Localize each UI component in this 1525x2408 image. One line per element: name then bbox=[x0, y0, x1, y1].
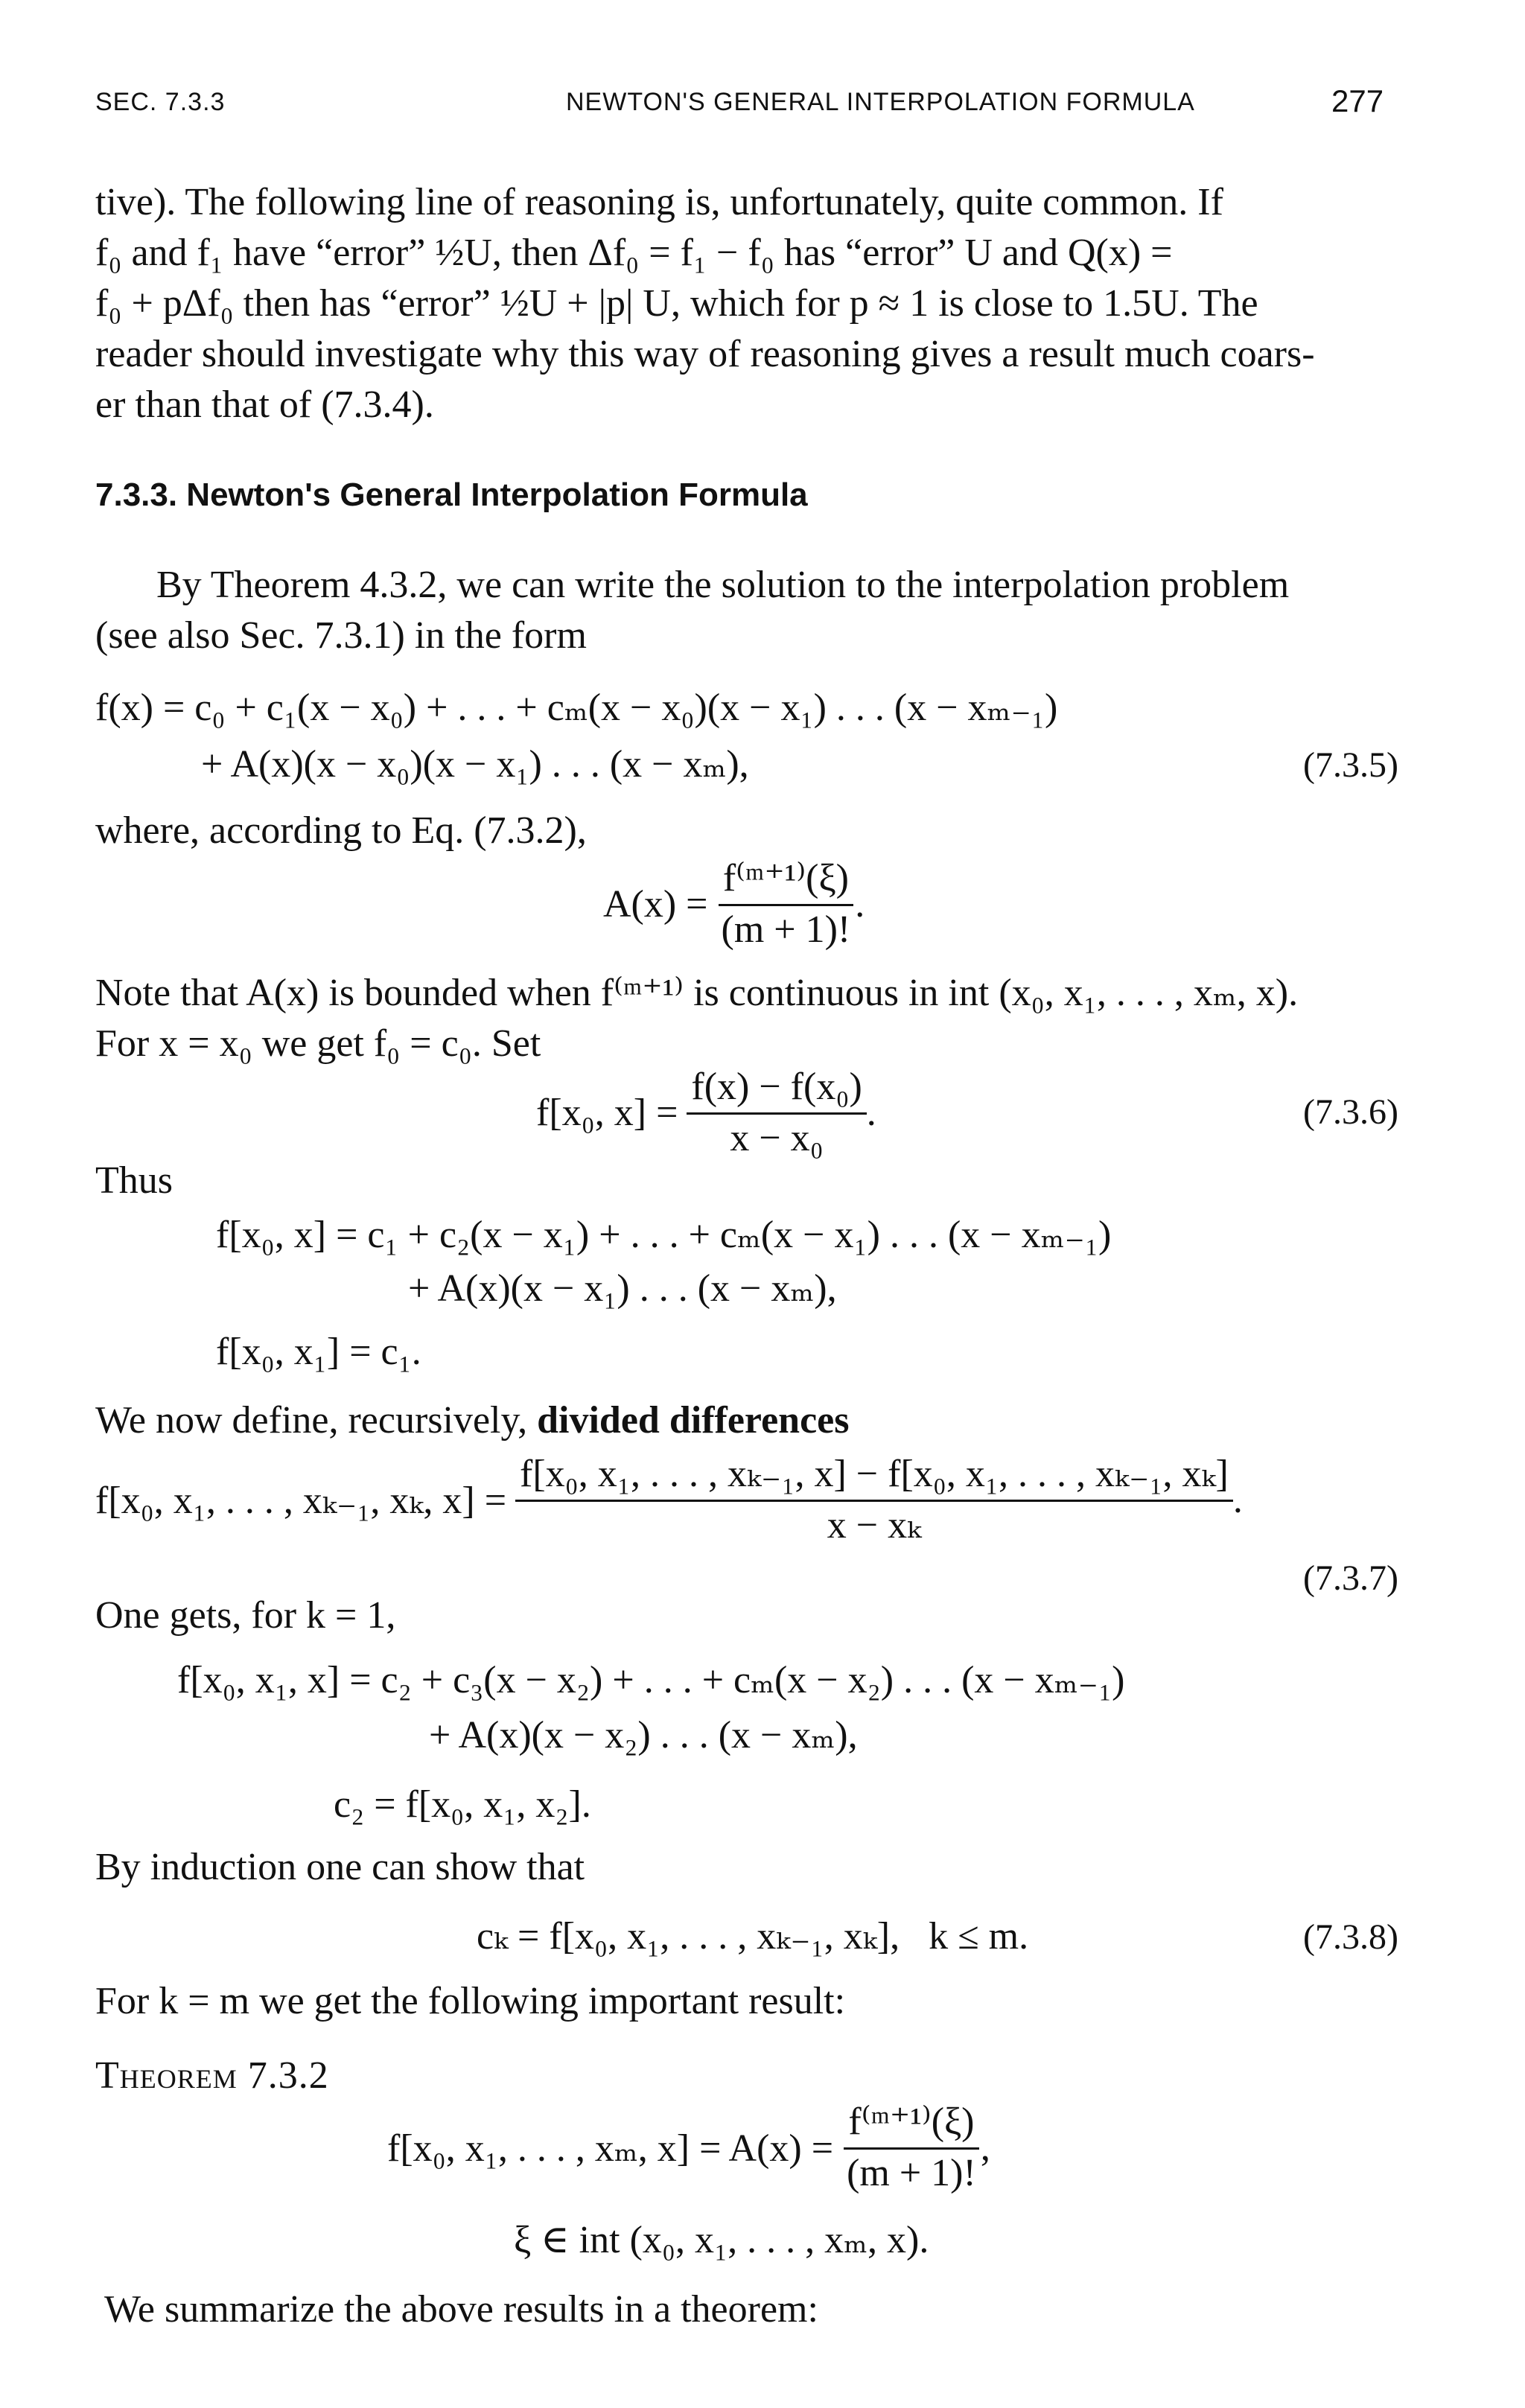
eq-7-3-5-line1: f(x) = c₀ + c₁(x − x₀) + . . . + cₘ(x − x₀)(x − x₁) . . . (x − xₘ₋₁) bbox=[95, 687, 1058, 729]
where-text: where, according to Eq. (7.3.2), bbox=[95, 809, 587, 852]
eq-A-fraction bbox=[717, 856, 856, 952]
running-header-section: SEC. 7.3.3 bbox=[95, 88, 226, 116]
eq-7-3-6 bbox=[536, 1065, 876, 1161]
eq-7-3-6-label: (7.3.6) bbox=[1303, 1092, 1398, 1132]
eq-7-3-6-fraction bbox=[687, 1065, 866, 1161]
eq-k1-line2: + A(x)(x − x₂) . . . (x − xₘ), bbox=[429, 1714, 858, 1756]
eq-theorem-line2: ξ ∈ int (x₀, x₁, . . . , xₘ, x). bbox=[514, 2219, 929, 2261]
define-prefix: We now define, recursively, bbox=[95, 1399, 538, 1442]
define-bold-term: divided differences bbox=[537, 1399, 850, 1442]
theorem-label: Theorem 7.3.2 bbox=[95, 2054, 329, 2097]
para2-line2: (see also Sec. 7.3.1) in the form bbox=[95, 614, 587, 657]
eq-theorem-numerator: f⁽ᵐ⁺¹⁾(ξ) bbox=[844, 2100, 978, 2150]
eq-A-denominator: (m + 1)! bbox=[721, 908, 851, 951]
eq-7-3-5-label: (7.3.5) bbox=[1303, 745, 1398, 785]
summary-text: We summarize the above results in a theorem: bbox=[104, 2288, 818, 2331]
eq-7-3-6-end: . bbox=[866, 1092, 876, 1134]
para1-line5: er than that of (7.3.4). bbox=[95, 383, 434, 426]
eq-thus-line3: f[x₀, x₁] = c₁. bbox=[216, 1331, 421, 1373]
eq-7-3-7-end: . bbox=[1232, 1479, 1243, 1521]
eq-k1-line3: c₂ = f[x₀, x₁, x₂]. bbox=[334, 1783, 591, 1826]
para1-line2: f₀ and f₁ have “error” ½U, then Δf₀ = f₁ − f₀ has “error” U and Q(x) = bbox=[95, 232, 1173, 274]
thus-text: Thus bbox=[95, 1159, 173, 1202]
eq-A-numerator: f⁽ᵐ⁺¹⁾(ξ) bbox=[719, 856, 853, 906]
eq-theorem-fraction bbox=[842, 2100, 981, 2196]
eq-theorem-denominator: (m + 1)! bbox=[847, 2152, 976, 2194]
page-number: 277 bbox=[1331, 83, 1384, 118]
for-k-m-text: For k = m we get the following important result: bbox=[95, 1980, 846, 2022]
eq-A-lhs: A(x) = bbox=[603, 883, 708, 926]
define-line bbox=[95, 1395, 849, 1446]
eq-A-end: . bbox=[855, 883, 865, 926]
eq-7-3-7-lhs: f[x₀, x₁, . . . , xₖ₋₁, xₖ, x] = bbox=[95, 1479, 507, 1522]
section-heading: 7.3.3. Newton's General Interpolation Formula bbox=[95, 477, 808, 513]
running-header-title: NEWTON'S GENERAL INTERPOLATION FORMULA bbox=[566, 88, 1195, 116]
eq-thus-line1: f[x₀, x] = c₁ + c₂(x − x₁) + . . . + cₘ(x − x₁) . . . (x − xₘ₋₁) bbox=[216, 1214, 1112, 1256]
eq-7-3-6-numerator: f(x) − f(x₀) bbox=[687, 1065, 866, 1115]
eq-7-3-6-lhs: f[x₀, x] = bbox=[536, 1092, 678, 1134]
eq-7-3-7-fraction bbox=[515, 1452, 1233, 1548]
eq-thus-line2: + A(x)(x − x₁) . . . (x − xₘ), bbox=[408, 1267, 837, 1310]
para1-line3: f₀ + pΔf₀ then has “error” ½U + |p| U, which for p ≈ 1 is close to 1.5U. The bbox=[95, 282, 1258, 325]
induction-text: By induction one can show that bbox=[95, 1846, 585, 1888]
eq-theorem-end: , bbox=[980, 2127, 990, 2169]
one-gets-text: One gets, for k = 1, bbox=[95, 1594, 396, 1637]
note-line2: For x = x₀ we get f₀ = c₀. Set bbox=[95, 1022, 541, 1065]
eq-7-3-5-line2: + A(x)(x − x₀)(x − x₁) . . . (x − xₘ), bbox=[201, 743, 749, 786]
para1-line1: tive). The following line of reasoning is, unfortunately, quite common. If bbox=[95, 181, 1223, 223]
eq-theorem bbox=[387, 2100, 990, 2196]
eq-7-3-7 bbox=[95, 1452, 1243, 1548]
eq-7-3-8-label: (7.3.8) bbox=[1303, 1917, 1398, 1957]
eq-A-definition bbox=[603, 856, 865, 952]
eq-theorem-lhs: f[x₀, x₁, . . . , xₘ, x] = A(x) = bbox=[387, 2127, 834, 2170]
eq-7-3-7-denominator: x − xₖ bbox=[827, 1504, 922, 1547]
para1-line4: reader should investigate why this way of reasoning gives a result much coars- bbox=[95, 333, 1315, 375]
note-line1: Note that A(x) is bounded when f⁽ᵐ⁺¹⁾ is continuous in int (x₀, x₁, . . . , xₘ, x). bbox=[95, 972, 1299, 1014]
eq-7-3-8: cₖ = f[x₀, x₁, . . . , xₖ₋₁, xₖ], k ≤ m. bbox=[477, 1915, 1029, 1958]
eq-7-3-7-numerator: f[x₀, x₁, . . . , xₖ₋₁, x] − f[x₀, x₁, . . . , xₖ₋₁, xₖ] bbox=[515, 1452, 1233, 1502]
eq-7-3-6-denominator: x − x₀ bbox=[730, 1117, 824, 1159]
eq-7-3-7-label: (7.3.7) bbox=[1303, 1558, 1398, 1598]
para2-line1: By Theorem 4.3.2, we can write the solution to the interpolation problem bbox=[156, 564, 1290, 606]
eq-k1-line1: f[x₀, x₁, x] = c₂ + c₃(x − x₂) + . . . + cₘ(x − x₂) . . . (x − xₘ₋₁) bbox=[177, 1659, 1125, 1701]
